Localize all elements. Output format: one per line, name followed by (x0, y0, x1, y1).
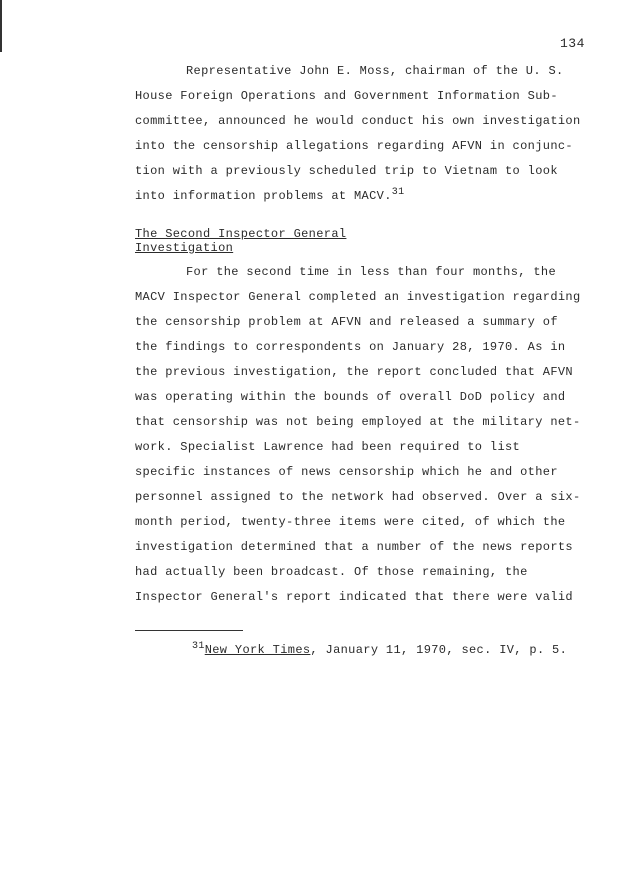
paragraph-2-line: personnel assigned to the network had observed. Over a six- (135, 490, 581, 504)
paragraph-2-line: the findings to correspondents on January 28, 1970. As in (135, 340, 566, 354)
paragraph-1-line: into information problems at MACV. (135, 189, 392, 203)
paragraph-2-line: month period, twenty-three items were cited, of which the (135, 515, 566, 529)
paragraph-1-line: House Foreign Operations and Government Information Sub- (135, 89, 558, 103)
paragraph-2-line: had actually been broadcast. Of those remaining, the (135, 565, 528, 579)
paragraph-2-line: For the second time in less than four months, the (186, 265, 557, 279)
footnote-source-title: New York Times (204, 643, 311, 657)
paragraph-2-line: that censorship was not being employed at the military net- (135, 415, 581, 429)
page-number: 134 (560, 36, 585, 51)
footnote-number: 31 (192, 641, 205, 652)
paragraph-1-line: into the censorship allegations regarding AFVN in conjunc- (135, 139, 573, 153)
paragraph-1-line: committee, announced he would conduct his own investigation (135, 114, 581, 128)
footnote-separator (135, 630, 243, 631)
paragraph-1-line: Representative John E. Moss, chairman of the U. S. (186, 64, 564, 78)
footnote (192, 643, 567, 657)
paragraph-2-line: work. Specialist Lawrence had been required to list (135, 440, 521, 454)
paragraph-2-line: Inspector General's report indicated that there were valid (135, 590, 573, 604)
paragraph-2-line: was operating within the bounds of overall DoD policy and (135, 390, 566, 404)
section-heading-line: Investigation (135, 241, 234, 255)
paragraph-2-line: investigation determined that a number of the news reports (135, 540, 573, 554)
paragraph-1-last-line (135, 189, 404, 203)
footnote-details: , January 11, 1970, sec. IV, p. 5. (310, 643, 568, 657)
section-heading-line: The Second Inspector General (135, 227, 347, 241)
paragraph-2-line: specific instances of news censorship which he and other (135, 465, 558, 479)
paragraph-2-line: the censorship problem at AFVN and released a summary of (135, 315, 558, 329)
paragraph-2-line: MACV Inspector General completed an investigation regarding (135, 290, 581, 304)
paragraph-2-line: the previous investigation, the report concluded that AFVN (135, 365, 573, 379)
footnote-reference: 31 (391, 187, 405, 198)
scan-edge-mark (0, 0, 2, 52)
paragraph-1-line: tion with a previously scheduled trip to Vietnam to look (135, 164, 558, 178)
